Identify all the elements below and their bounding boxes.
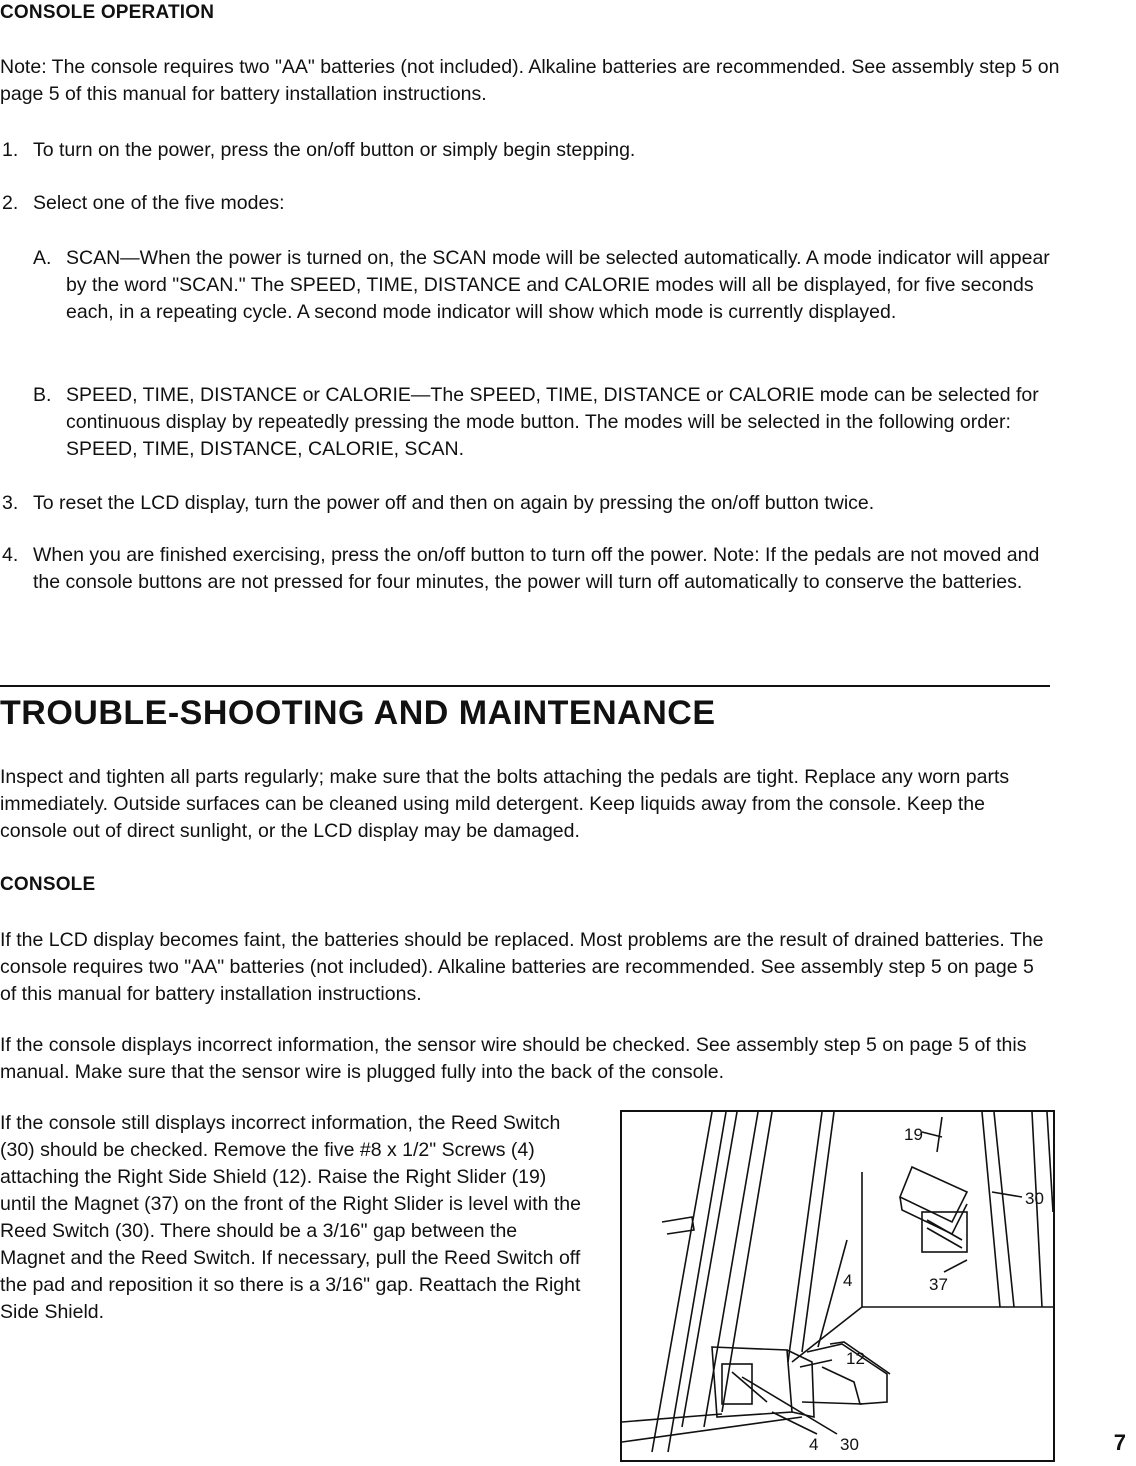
step-4-text: When you are finished exercising, press the on/off button to turn off the power. Note: If the pedals are not moved and the console buttons are not pressed for four minutes, the power will turn off automatically to conserve the batteries. [33, 544, 1040, 593]
maintenance-intro: Inspect and tighten all parts regularly; make sure that the bolts attaching the pedals are tight. Replace any worn parts immediately. Outside surfaces can be cleaned using mild detergent. Keep liquids away from the console. Keep the console out of direct sunlight, or the LCD display may be damaged. [0, 766, 1010, 842]
console-paragraph-2: If the console displays incorrect information, the sensor wire should be checked. See assembly step 5 on page 5 of this manual. Make sure that the sensor wire is plugged fully into the back of the console. [0, 1034, 1027, 1083]
console-paragraph-1: If the LCD display becomes faint, the batteries should be replaced. Most problems are the result of drained batteries. The console requires two "AA" batteries (not included). Alkaline batteries are recommended. See assembly step 5 on page 5 of this manual for battery installation instructions. [0, 929, 1044, 1005]
step-2-text: Select one of the five modes: [33, 192, 285, 214]
callout-reed-switch-30-top: 30 [1025, 1189, 1044, 1208]
callout-screw-4-bottom: 4 [809, 1435, 819, 1454]
callout-screw-4-top: 4 [843, 1271, 853, 1290]
reed-switch-diagram [620, 1110, 1055, 1462]
mode-b-text: SPEED, TIME, DISTANCE or CALORIE—The SPEED, TIME, DISTANCE or CALORIE mode can be selected for continuous display by repeatedly pressing the mode button. The modes will be selected in the following order: SPEED, TIME, DISTANCE, CALORIE, SCAN. [66, 384, 1039, 460]
step-1-text: To turn on the power, press the on/off button or simply begin stepping. [33, 139, 636, 161]
callout-slider-19: 19 [904, 1125, 923, 1144]
mode-a-letter: A. [33, 247, 52, 269]
mode-b-letter: B. [33, 384, 52, 406]
console-heading: CONSOLE [0, 874, 96, 895]
section-divider [0, 685, 1050, 687]
step-3-number: 3. [2, 492, 19, 514]
callout-magnet-37: 37 [929, 1275, 948, 1294]
reed-switch-illustration [622, 1112, 1053, 1460]
step-4-number: 4. [2, 544, 19, 566]
step-2-number: 2. [2, 192, 19, 214]
callout-shield-12: 12 [846, 1349, 865, 1368]
maintenance-heading: TROUBLE-SHOOTING AND MAINTENANCE [0, 694, 716, 732]
page-number: 7 [1113, 1430, 1126, 1455]
console-operation-heading: CONSOLE OPERATION [0, 2, 215, 23]
mode-a-text: SCAN—When the power is turned on, the SCAN mode will be selected automatically. A mode indicator will appear by the word "SCAN." The SPEED, TIME, DISTANCE and CALORIE modes will all be displayed, for five seconds each, in a repeating cycle. A second mode indicator will show which mode is currently displayed. [66, 247, 1050, 323]
callout-reed-switch-30-bottom: 30 [840, 1435, 859, 1454]
battery-note: Note: The console requires two "AA" batteries (not included). Alkaline batteries are recommended. See assembly step 5 on page 5 of this manual for battery installation instructions. [0, 56, 1060, 105]
step-1-number: 1. [2, 139, 19, 161]
step-3-text: To reset the LCD display, turn the power off and then on again by pressing the on/off button twice. [33, 492, 875, 514]
console-paragraph-3: If the console still displays incorrect information, the Reed Switch (30) should be checked. Remove the five #8 x 1/2" Screws (4) attaching the Right Side Shield (12). Raise the Right Slider (19) until the Magnet (37) on the front of the Right Slider is level with the Reed Switch (30). There should be a 3/16" gap between the Magnet and the Reed Switch. If necessary, pull the Reed Switch off the pad and reposition it so there is a 3/16" gap. Reattach the Right Side Shield. [0, 1112, 581, 1323]
